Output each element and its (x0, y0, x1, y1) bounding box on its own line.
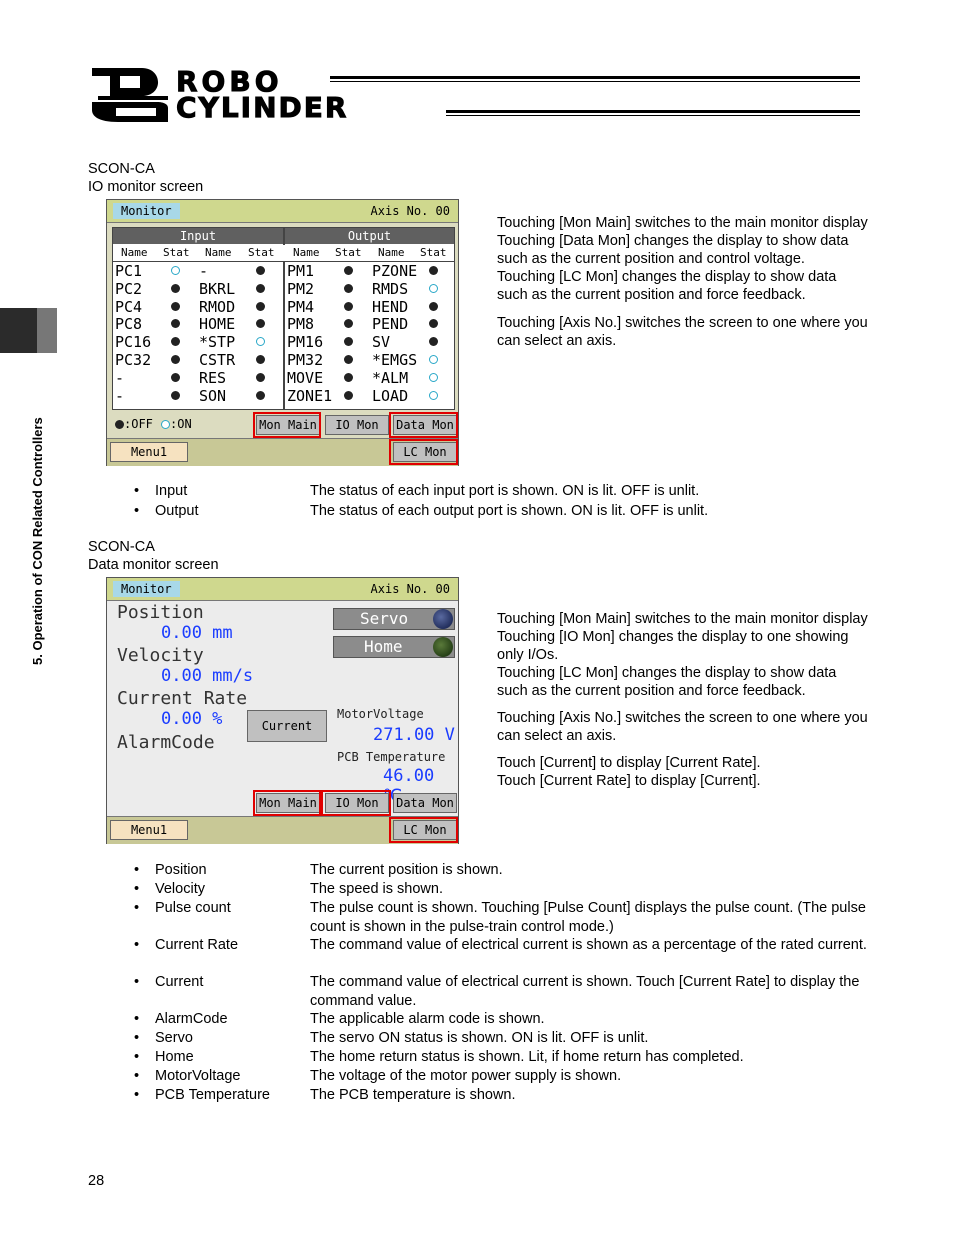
bullet-term: Servo (155, 1030, 193, 1046)
io-signal-name: RES (199, 368, 227, 387)
bullet-dot: • (134, 974, 140, 990)
motor-voltage-value: 271.00 V (373, 725, 455, 745)
io-status-lamp-on (256, 337, 265, 346)
current-button[interactable]: Current (247, 710, 327, 742)
io-status-lamp-off (171, 284, 180, 293)
io-status-lamp-off (344, 337, 353, 346)
io-status-lamp-off (344, 373, 353, 382)
io-mon-button[interactable]: IO Mon (325, 793, 389, 813)
io-status-lamp-on (429, 284, 438, 293)
data-axis-number[interactable]: Axis No. 00 (370, 582, 450, 596)
section1-screen-name: IO monitor screen (88, 179, 204, 195)
io-status-lamp-on (429, 373, 438, 382)
io-signal-name: PEND (372, 315, 409, 334)
io-signal-name: HOME (199, 315, 236, 334)
io-signal-name: *STP (199, 333, 236, 352)
col-stat-3: Stat (335, 246, 362, 259)
bullet-term: Pulse count (155, 900, 231, 916)
io-signal-name: LOAD (372, 386, 409, 405)
io-status-lamp-off (256, 284, 265, 293)
bullet-dot: • (134, 1068, 140, 1084)
s2-desc-io-mon: Touching [IO Mon] changes the display to one showing only I/Os. (497, 629, 849, 663)
servo-label: Servo (360, 609, 409, 628)
bullet-dot: • (134, 1030, 140, 1046)
io-signal-name: CSTR (199, 351, 236, 369)
io-status-lamp-off (171, 373, 180, 382)
motor-voltage-label: MotorVoltage (337, 707, 424, 721)
data-mon-button[interactable]: Data Mon (393, 793, 457, 813)
mon-main-button[interactable]: Mon Main (256, 793, 320, 813)
chapter-tab (0, 308, 57, 353)
col-name-2: Name (205, 246, 232, 259)
bullet-dot: • (134, 1087, 140, 1103)
col-name-1: Name (121, 246, 148, 259)
bullet-description: The pulse count is shown. Touching [Pulse Count] displays the pulse count. (The pulse count is shown in the pulse-train control mode.) (310, 900, 866, 935)
bullet-term: Input (155, 483, 188, 499)
io-status-lamp-off (256, 266, 265, 275)
section2-screen-name: Data monitor screen (88, 557, 219, 573)
io-signal-name: BKRL (199, 279, 236, 298)
section1-model: SCON-CA (88, 161, 155, 177)
io-signal-name: - (115, 386, 125, 405)
bullet-description: The voltage of the motor power supply is shown. (310, 1068, 622, 1084)
highlight-io-mon-2 (321, 790, 391, 816)
io-signal-name: *EMGS (372, 351, 418, 369)
io-signal-name: HEND (372, 297, 409, 316)
s1-desc-axis: Touching [Axis No.] switches the screen to one where you can select an axis. (497, 315, 868, 349)
io-signal-name: PC32 (115, 351, 152, 369)
s2-desc-mon-main: Touching [Mon Main] switches to the main monitor display (497, 611, 868, 627)
section2-title (88, 538, 219, 574)
io-status-lamp-off (171, 391, 180, 400)
bullet-description: The speed is shown. (310, 881, 443, 897)
io-signal-name: PM2 (287, 279, 315, 298)
bullet-description: The current position is shown. (310, 862, 503, 878)
s1-desc-mon-main: Touching [Mon Main] switches to the main monitor display (497, 215, 868, 231)
bullet-description: The applicable alarm code is shown. (310, 1011, 545, 1027)
logo-rule-bottom (446, 110, 860, 113)
highlight-data-mon (389, 412, 458, 438)
io-signal-name: SON (199, 386, 227, 405)
io-status-lamp-off (429, 319, 438, 328)
data-header-bar (107, 578, 458, 601)
page-number: 28 (88, 1173, 105, 1189)
bullet-description: The command value of electrical current is shown as a percentage of the rated current. (310, 937, 867, 953)
io-status-lamp-on (171, 266, 180, 275)
io-signal-name: PM32 (287, 351, 324, 369)
home-indicator (333, 636, 455, 658)
io-signal-name: PZONE (372, 262, 418, 280)
io-status-lamp-off (344, 284, 353, 293)
col-stat-1: Stat (163, 246, 190, 259)
io-signal-name: PM4 (287, 297, 315, 316)
bullet-dot: • (134, 483, 140, 499)
bullet-description: The status of each input port is shown. ON is lit. OFF is unlit. (310, 483, 700, 499)
s1-desc-data-mon: Touching [Data Mon] changes the display to show data such as the current position and control voltage. (497, 233, 849, 267)
io-column-headers (113, 245, 454, 262)
bullet-term: Velocity (155, 881, 205, 897)
highlight-lc-mon (389, 439, 458, 465)
io-signal-name: - (115, 368, 125, 387)
bullet-term: Current (155, 974, 204, 990)
io-signal-name: PC2 (115, 279, 143, 298)
io-signal-name: PM1 (287, 262, 315, 280)
io-signal-name: PC8 (115, 315, 143, 334)
current-rate-label[interactable]: Current Rate (117, 688, 248, 709)
legend-off-dot (115, 420, 124, 429)
legend-on (161, 417, 192, 431)
servo-lamp (433, 609, 453, 629)
chapter-side-label: 5. Operation of CON Related Controllers (30, 417, 45, 665)
col-name-4: Name (378, 246, 405, 259)
highlight-mon-main-2 (253, 790, 321, 816)
bullet-term: Position (155, 862, 207, 878)
s2-desc-axis: Touching [Axis No.] switches the screen to one where you can select an axis. (497, 710, 868, 744)
io-status-lamp-off (171, 355, 180, 364)
io-signal-name: PM16 (287, 333, 324, 352)
io-header-bar (107, 200, 458, 223)
input-header: Input (113, 228, 283, 244)
io-status-lamp-on (429, 391, 438, 400)
lc-mon-button[interactable]: LC Mon (393, 820, 457, 840)
bullet-term: AlarmCode (155, 1011, 228, 1027)
mon-main-button[interactable]: Mon Main (256, 415, 320, 435)
rc-logo-mark (88, 66, 172, 124)
menu1-button[interactable]: Menu1 (110, 820, 188, 840)
current-rate-value: 0.00 % (161, 709, 223, 729)
io-status-lamp-off (429, 337, 438, 346)
logo-text-cylinder: CYLINDER (176, 91, 349, 124)
velocity-value: 0.00 mm/s (161, 666, 254, 686)
io-status-lamp-off (429, 266, 438, 275)
io-status-lamp-off (256, 319, 265, 328)
io-signal-name: PM8 (287, 315, 315, 334)
bullet-dot: • (134, 937, 140, 953)
io-mon-button[interactable]: IO Mon (325, 415, 389, 435)
io-signal-name: RMOD (199, 297, 236, 316)
io-monitor-tab[interactable]: Monitor (113, 203, 180, 219)
bullet-description: The servo ON status is shown. ON is lit. OFF is unlit. (310, 1030, 649, 1046)
logo-text-robo: ROBO (176, 65, 283, 98)
io-status-lamp-off (256, 355, 265, 364)
logo-rule-top-thin (330, 81, 860, 82)
bullet-dot: • (134, 503, 140, 519)
legend-off (115, 417, 153, 431)
alarm-code-label: AlarmCode (117, 732, 215, 753)
io-axis-number[interactable]: Axis No. 00 (370, 204, 450, 218)
bullet-dot: • (134, 881, 140, 897)
home-label: Home (364, 637, 403, 656)
logo-rule-bottom-thin (446, 115, 860, 116)
highlight-lc-mon-2 (389, 817, 458, 843)
servo-indicator (333, 608, 455, 630)
output-header: Output (285, 228, 454, 244)
io-status-lamp-off (344, 391, 353, 400)
io-status-lamp-off (344, 266, 353, 275)
position-label: Position (117, 602, 204, 623)
bullet-dot: • (134, 1049, 140, 1065)
io-status-lamp-off (429, 302, 438, 311)
pcb-temperature-value: 46.00 (383, 766, 435, 786)
lc-mon-button[interactable]: LC Mon (393, 442, 457, 462)
data-monitor-tab[interactable]: Monitor (113, 581, 180, 597)
io-status-lamp-off (344, 355, 353, 364)
data-mon-button[interactable]: Data Mon (393, 415, 457, 435)
s2-desc-current: Touch [Current] to display [Current Rate]. (497, 755, 761, 771)
io-status-lamp-off (171, 319, 180, 328)
section1-description (497, 214, 869, 350)
s2-desc-current-rate: Touch [Current Rate] to display [Current]. (497, 773, 761, 789)
velocity-label: Velocity (117, 645, 204, 666)
menu1-button[interactable]: Menu1 (110, 442, 188, 462)
bullet-term: MotorVoltage (155, 1068, 241, 1084)
col-stat-4: Stat (420, 246, 447, 259)
legend-on-dot (161, 420, 170, 429)
s2-desc-lc-mon: Touching [LC Mon] changes the display to show data such as the current position and force feedback. (497, 665, 837, 699)
bullet-term: Output (155, 503, 199, 519)
bullet-term: PCB Temperature (155, 1087, 270, 1103)
bullet-term: Current Rate (155, 937, 239, 953)
io-signal-name: RMDS (372, 279, 409, 298)
section2-model: SCON-CA (88, 539, 155, 555)
logo-rule-top (330, 76, 860, 79)
col-name-3: Name (293, 246, 320, 259)
section1-title (88, 160, 203, 196)
bullet-description: The PCB temperature is shown. (310, 1087, 516, 1103)
io-status-lamp-off (171, 337, 180, 346)
bullet-description: The command value of electrical current is shown. Touch [Current Rate] to display the command value. (310, 974, 860, 1009)
io-signal-name: ZONE1 (287, 386, 333, 405)
pcb-temperature-label: PCB Temperature (337, 750, 446, 764)
io-status-lamp-on (429, 355, 438, 364)
section2-description (497, 610, 869, 790)
io-status-lamp-off (171, 302, 180, 311)
io-status-lamp-off (256, 373, 265, 382)
bullet-dot: • (134, 900, 140, 916)
bullet-term: Home (155, 1049, 194, 1065)
io-signal-name: SV (372, 333, 391, 352)
home-lamp (433, 637, 453, 657)
io-status-lamp-off (256, 391, 265, 400)
io-table (112, 227, 455, 410)
bullet-description: The home return status is shown. Lit, if home return has completed. (310, 1049, 744, 1065)
legend-off-label: :OFF (124, 417, 153, 431)
highlight-mon-main (253, 412, 321, 438)
legend-on-label: :ON (170, 417, 192, 431)
col-stat-2: Stat (248, 246, 275, 259)
io-status-lamp-off (256, 302, 265, 311)
io-signal-name: MOVE (287, 368, 324, 387)
bullet-description: The status of each output port is shown. ON is lit. OFF is unlit. (310, 503, 709, 519)
io-status-lamp-off (344, 302, 353, 311)
io-signal-name: PC16 (115, 333, 152, 352)
position-value: 0.00 mm (161, 623, 233, 643)
io-signal-name: - (199, 262, 209, 280)
io-signal-name: *ALM (372, 368, 409, 387)
bullet-dot: • (134, 862, 140, 878)
io-status-lamp-off (344, 319, 353, 328)
s1-desc-lc-mon: Touching [LC Mon] changes the display to show data such as the current position and force feedback. (497, 269, 837, 303)
io-signal-name: PC1 (115, 262, 143, 280)
io-rows (113, 262, 454, 407)
bullet-dot: • (134, 1011, 140, 1027)
io-signal-name: PC4 (115, 297, 143, 316)
